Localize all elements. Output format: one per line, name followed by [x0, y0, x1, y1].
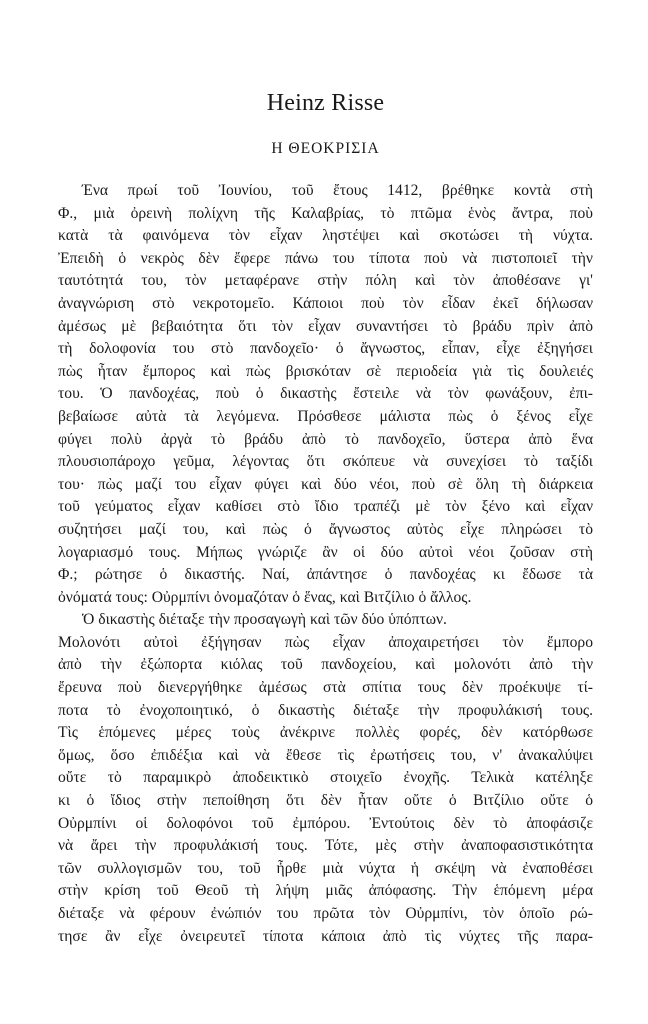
text-line: βεβαίωσε αὐτὰ τὰ λεγόμενα. Πρόσθεσε μάλιστα πὼς ὁ ξένος εἶχε [58, 407, 593, 425]
text-line: στὴν κρίση τοῦ Θεοῦ τὴ λήψη μιᾶς ἀπόφασης. Τὴν ἑπόμενη μέρα [58, 882, 593, 900]
text-line: Μολονότι αὐτοὶ ἐξήγησαν πὼς εἶχαν ἀποχαιρετήσει τὸν ἔμπορο [58, 633, 593, 651]
text-line: τησε ἂν εἶχε ὀνειρευτεῖ τίποτα κάποια ἀπὸ τὶς νύχτες τῆς παρα- [58, 927, 593, 945]
text-line: λογαριασμό τους. Μήπως γνώριζε ἂν οἱ δύο αὐτοὶ νέοι ζοῦσαν στὴ [58, 543, 593, 561]
text-line: κατὰ τὰ φαινόμενα τὸν εἶχαν ληστέψει καὶ σκοτώσει τὴ νύχτα. [58, 227, 593, 245]
text-line: ἔρευνα ποὺ διενεργήθηκε ἀμέσως στὰ σπίτια τους δὲν προέκυψε τί- [58, 679, 593, 697]
author-name: Heinz Risse [266, 90, 385, 116]
text-line: συζητήσει μαζί του, καὶ πὼς ὁ ἄγνωστος αὐτὸς εἶχε πληρώσει τὸ [58, 520, 593, 538]
text-line: Φ., μιὰ ὀρεινὴ πολίχνη τῆς Καλαβρίας, τὸ πτῶμα ἑνὸς ἄντρα, ποὺ [58, 204, 593, 222]
text-line: ἀμέσως μὲ βεβαιότητα ὅτι τὸν εἶχαν συναντήσει τὸ βράδυ πρὶν ἀπὸ [58, 317, 593, 335]
text-line: ποτα τὸ ἐνοχοποιητικό, ὁ δικαστὴς διέταξε τὴν προφυλάκισή τους. [58, 701, 593, 719]
text-line: πλουσιοπάροχο γεῦμα, λέγοντας ὅτι σκόπευε νὰ συνεχίσει τὸ ταξίδι [58, 453, 593, 471]
text-line: ἀπὸ τὴν ἐξώπορτα κιόλας τοῦ πανδοχείου, καὶ μολονότι ἀπὸ τὴν [58, 656, 593, 674]
text-line: ὀνόματά τους: Οὐρμπίνι ὀνομαζόταν ὁ ἕνας, καὶ Βιτζίλιο ὁ ἄλλος. [58, 588, 472, 606]
text-line: Ένα πρωί τοῦ Ἰουνίου, τοῦ ἔτους 1412, βρέθηκε κοντὰ στὴ [82, 182, 593, 199]
paragraph [58, 180, 593, 609]
paragraph [58, 609, 593, 948]
text-line: τὴ δολοφονία του στὸ πανδοχεῖο· ὁ ἄγνωστος, εἶπαν, εἶχε ἐξηγήσει [58, 340, 593, 358]
text-line: ταυτότητά του, τὸν μεταφέρανε στὴν πόλη καὶ τὸν ἀποθέσανε γι' [58, 272, 593, 290]
text-line: τῶν συλλογισμῶν του, τοῦ ἦρθε μιὰ νύχτα ἡ σκέψη νὰ ἐναποθέσει [58, 859, 593, 877]
text-line: οὔτε τὸ παραμικρὸ ἀποδεικτικὸ στοιχεῖο ἐνοχῆς. Τελικὰ κατέληξε [58, 769, 593, 787]
text-line: νὰ ἄρει τὴν προφυλάκισή τους. Τότε, μὲς στὴν ἀναποφασιστικότητα [58, 837, 593, 855]
book-page [58, 0, 593, 1024]
text-line: του· πὼς μαζί του εἶχαν φύγει καὶ δύο νέοι, ποὺ σὲ ὅλη τὴ διάρκεια [58, 475, 593, 493]
text-line: ὅμως, ὅσο ἐπιδέξια καὶ νὰ ἔθεσε τὶς ἐρωτήσεις του, ν' ἀνακαλύψει [58, 746, 593, 764]
text-line: ἀναγνώριση στὸ νεκροτομεῖο. Κάποιοι ποὺ τὸν εἶδαν ἐκεῖ δήλωσαν [58, 294, 593, 312]
story-text [58, 180, 593, 948]
text-line: φύγει πολὺ ἀργὰ τὸ βράδυ ἀπὸ τὸ πανδοχεῖο, ὕστερα ἀπὸ ἕνα [58, 430, 593, 448]
story-title: Η ΘΕΟΚΡΙΣΙΑ [271, 140, 380, 157]
text-line: πὼς ἦταν ἔμπορος καὶ πὼς βρισκόταν σὲ περιοδεία γιὰ τὶς δουλειές [58, 362, 593, 380]
text-line: Ἐπειδὴ ὁ νεκρὸς δὲν ἔφερε πάνω του τίποτα ποὺ νὰ πιστοποιεῖ τὴν [58, 249, 593, 267]
text-line: τοῦ γεύματος εἶχαν καθίσει στὸ ἴδιο τραπέζι μὲ τὸν ξένο καὶ εἶχαν [58, 498, 593, 516]
text-line: Οὐρμπίνι οἱ δολοφόνοι τοῦ ἐμπόρου. Ἐντούτοις δὲν τὸ ἀποφάσιζε [58, 814, 593, 832]
text-line: κι ὁ ἴδιος στὴν πεποίθηση ὅτι δὲν ἦταν οὔτε ὁ Βιτζίλιο οὔτε ὁ [58, 792, 593, 810]
text-line: διέταξε νὰ φέρουν ἐνώπιόν του πρῶτα τὸν Οὐρμπίνι, τὸν ὁποῖο ρώ- [58, 905, 593, 922]
text-line: του. Ὁ πανδοχέας, ποὺ ὁ δικαστὴς ἔστειλε νὰ τὸν φωνάξουν, ἐπι- [58, 385, 593, 403]
text-line: Τὶς ἑπόμενες μέρες τοὺς ἀνέκρινε πολλὲς φορές, δὲν κατόρθωσε [58, 724, 593, 742]
text-line: Φ.; ρώτησε ὁ δικαστής. Ναί, ἀπάντησε ὁ πανδοχέας κι ἔδωσε τὰ [58, 566, 593, 584]
text-line: Ὁ δικαστὴς διέταξε τὴν προσαγωγὴ καὶ τῶν δύο ὑπόπτων. [82, 611, 447, 629]
